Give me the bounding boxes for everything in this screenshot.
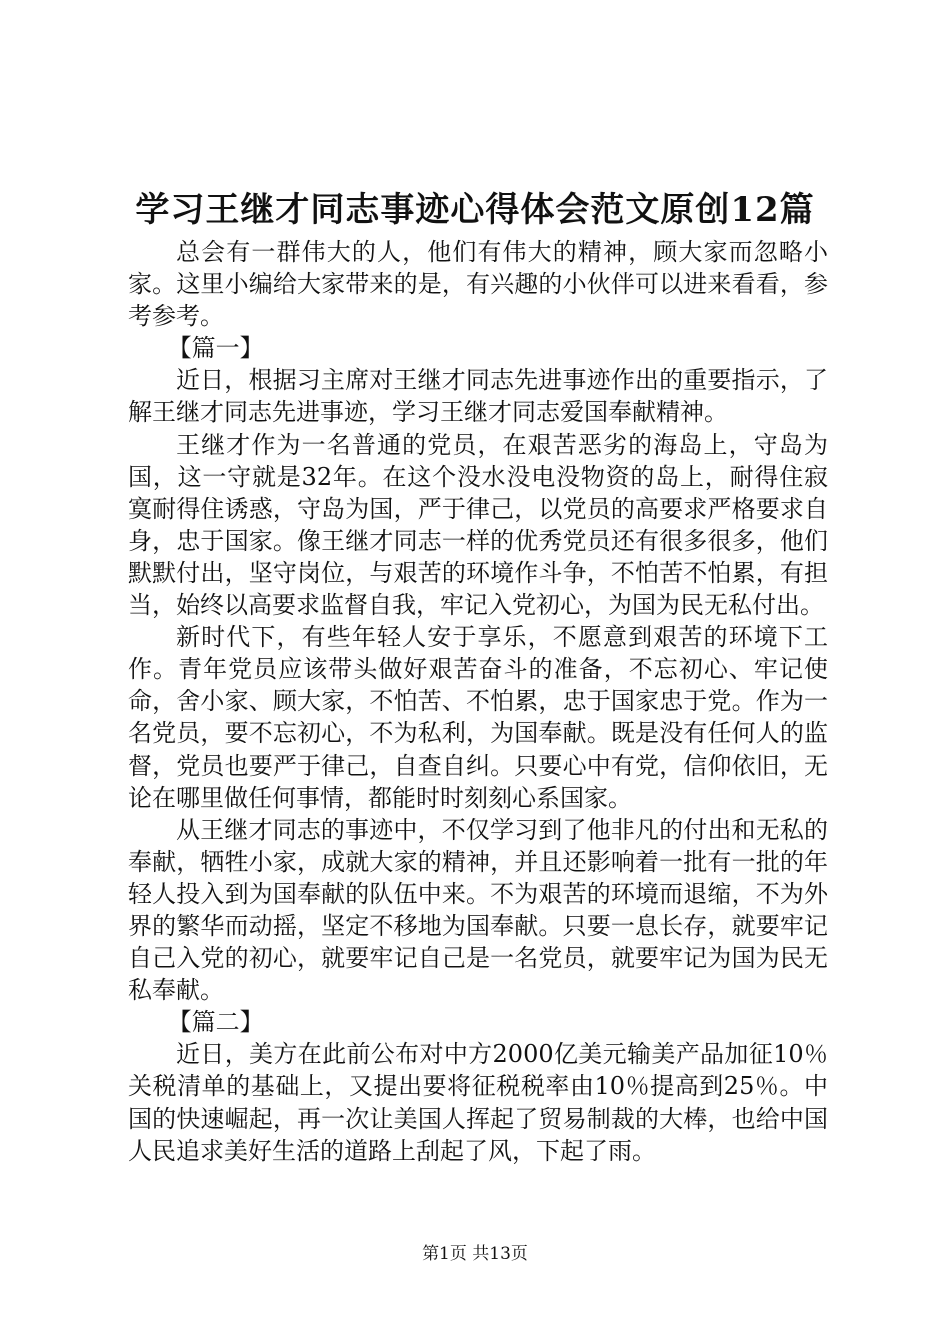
section-2-paragraph-1: 近日，美方在此前公布对中方2000亿美元输美产品加征10％关税清单的基础上，又提出要将征税税率由10％提高到25％。中国的快速崛起，再一次让美国人挥起了贸易制裁的大棒，也给中国人民追求美好生活的道路上刮起了风，下起了雨。 (128, 1040, 828, 1165)
page-footer: 第1页 共13页 (422, 1244, 528, 1264)
section-1-paragraph-3: 新时代下，有些年轻人安于享乐，不愿意到艰苦的环境下工作。青年党员应该带头做好艰苦奋斗的准备，不忘初心、牢记使命，舍小家、顾大家，不怕苦、不怕累，忠于国家忠于党。作为一名党员，要不忘初心，不为私利，为国奉献。既是没有任何人的监督，党员也要严于律己，自查自纠。只要心中有党，信仰依旧，无论在哪里做任何事情，都能时时刻刻心系国家。 (128, 623, 828, 812)
section-1-paragraph-4: 从王继才同志的事迹中，不仅学习到了他非凡的付出和无私的奉献，牺牲小家，成就大家的精神，并且还影响着一批有一批的年轻人投入到为国奉献的队伍中来。不为艰苦的环境而退缩，不为外界的繁华而动摇，坚定不移地为国奉献。只要一息长存，就要牢记自己入党的初心，就要牢记自己是一名党员，就要牢记为国为民无私奉献。 (128, 815, 828, 1005)
document-title: 学习王继才同志事迹心得体会范文原创12篇 (135, 190, 815, 230)
section-1-paragraph-2: 王继才作为一名普通的党员，在艰苦恶劣的海岛上，守岛为国，这一守就是32年。在这个没水没电没物资的岛上，耐得住寂寞耐得住诱惑，守岛为国，严于律己，以党员的高要求严格要求自身，忠于国家。像王继才同志一样的优秀党员还有很多很多，他们默默付出，坚守岗位，与艰苦的环境作斗争，不怕苦不怕累，有担当，始终以高要求监督自我，牢记入党初心，为国为民无私付出。 (128, 430, 828, 620)
section-1-paragraph-1: 近日，根据习主席对王继才同志先进事迹作出的重要指示，了解王继才同志先进事迹，学习王继才同志爱国奉献精神。 (128, 366, 828, 427)
section-2-heading: 【篇二】 (167, 1008, 264, 1037)
document-body (128, 236, 828, 1167)
section-1-heading: 【篇一】 (167, 334, 264, 363)
intro-paragraph: 总会有一群伟大的人，他们有伟大的精神，顾大家而忽略小家。这里小编给大家带来的是，有兴趣的小伙伴可以进来看看，参考参考。 (128, 238, 828, 331)
